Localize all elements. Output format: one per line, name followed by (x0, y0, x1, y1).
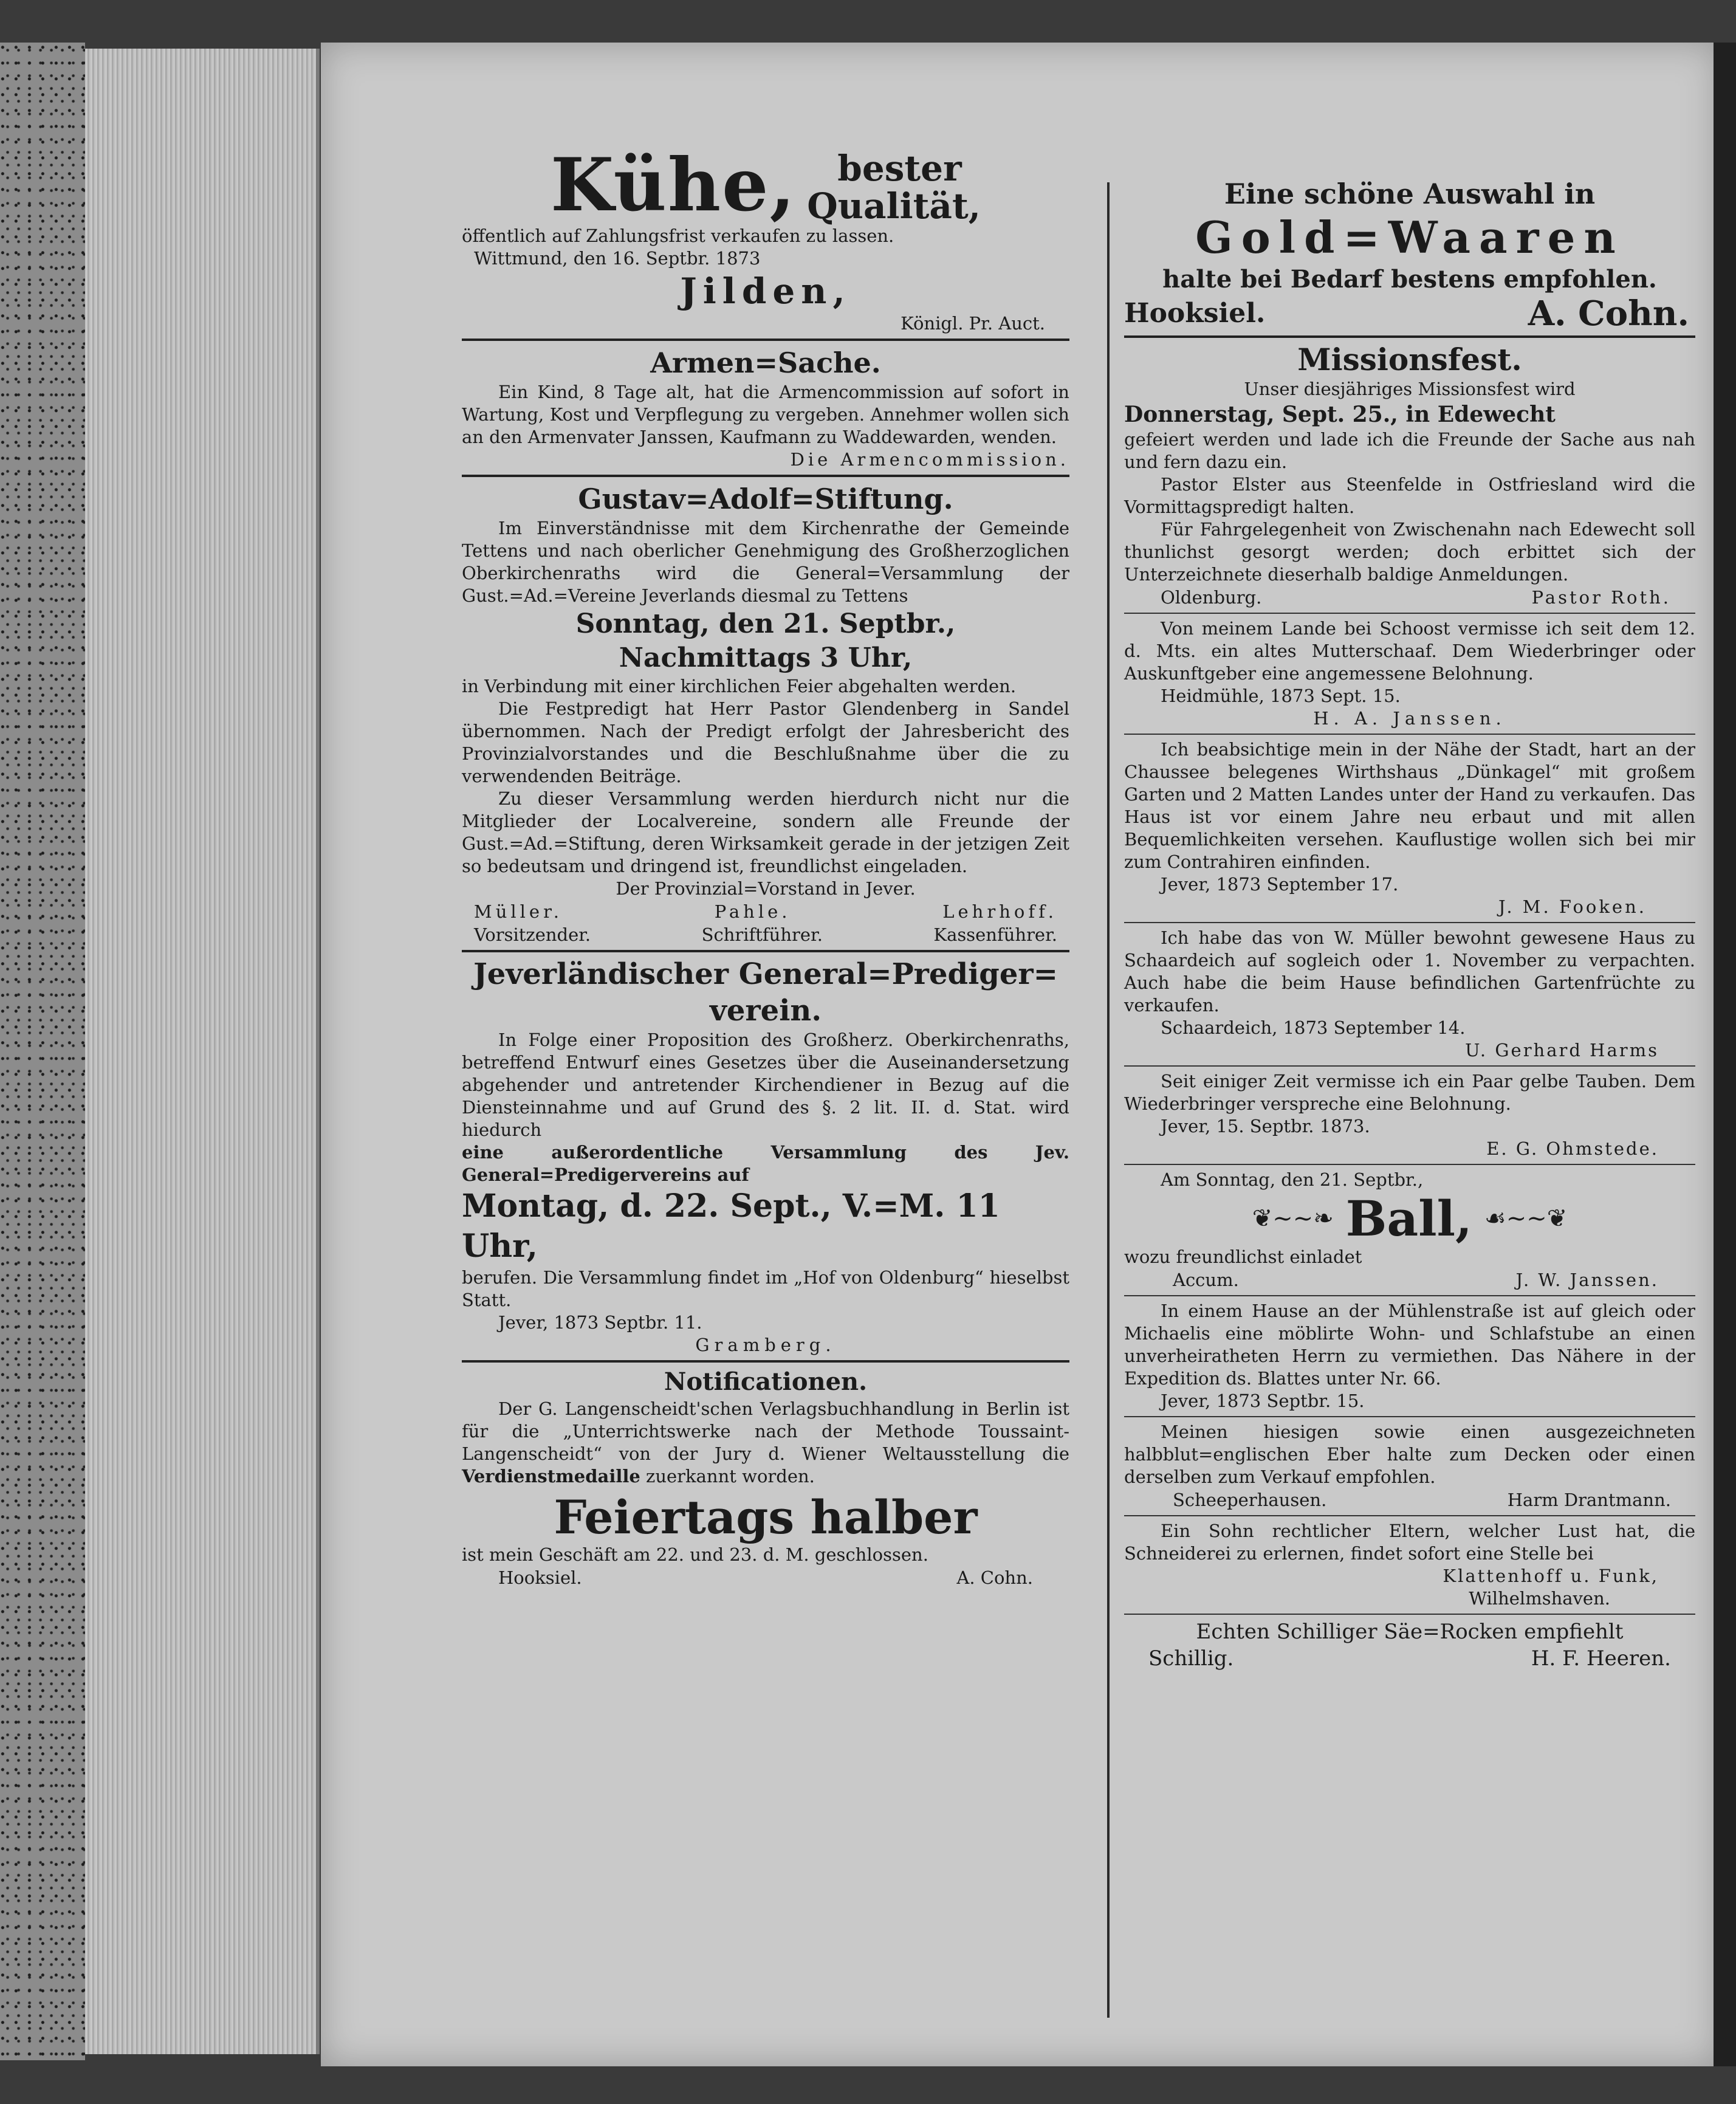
gustav-name-1: Müller. (474, 901, 563, 922)
prediger-date: Montag, d. 22. Sept., V.=M. 11 Uhr, (462, 1188, 1000, 1265)
haus-name: U. Gerhard Harms (1465, 1040, 1659, 1061)
ad-gold (1124, 176, 1695, 332)
divider (1124, 1515, 1695, 1516)
tauben-body: Seit einiger Zeit vermisse ich ein Paar gelbe Tauben. Dem Wiederbringer verspreche eine Belohnung. (1124, 1071, 1695, 1114)
ball-line1: Am Sonntag, den 21. Septbr., (1161, 1169, 1424, 1190)
prediger-bold-line: eine außerordentliche Versammlung des Jev. General=Predigervereins auf (462, 1142, 1069, 1185)
mission-line1: Unser diesjähriges Missionsfest wird (1244, 379, 1576, 399)
gustav-roles (462, 923, 1069, 946)
prediger-heading-2: verein. (709, 994, 822, 1028)
divider (1124, 734, 1695, 735)
tauben-name: E. G. Ohmstede. (1486, 1138, 1659, 1159)
wirthshaus-date: Jever, 1873 September 17. (1161, 874, 1399, 895)
schaaf-date: Heidmühle, 1873 Sept. 15. (1161, 686, 1401, 706)
sohn-name: Klattenhoff u. Funk, (1443, 1566, 1659, 1586)
ad-notif (462, 1366, 1069, 1488)
schaaf-name: H. A. Janssen. (1313, 708, 1506, 729)
kuhe-headline: Kühe, (551, 142, 797, 228)
gold-line1: Eine schöne Auswahl in (1224, 177, 1596, 210)
notif-heading: Notificationen. (664, 1367, 868, 1396)
book-page-edges (85, 49, 320, 2054)
wirthshaus-name: J. M. Fooken. (1498, 896, 1647, 917)
gustav-body3: Die Festpredigt hat Herr Pastor Glendenberg in Sandel übernommen. Nach der Predigt erfolgt der Jahresbericht des Provinzialvorstandes und die Beschlußnahme über die zu verwendenden Beiträge. (462, 698, 1069, 786)
schaaf-body: Von meinem Lande bei Schoost vermisse ich seit dem 12. d. Mts. ein altes Mutterschaaf. Dem Wiederbringer oder Auskunftgeber eine angemessene Belohnung. (1124, 618, 1695, 684)
gold-name: A. Cohn. (1528, 294, 1689, 334)
gold-signature-row (1124, 295, 1695, 332)
gustav-body4: Zu dieser Versammlung werden hierdurch nicht nur die Mitglieder der Localvereine, sondern alle Freunde der Gust.=Ad.=Stiftung, deren Wirksamkeit gerade in der jetzigen Zeit so bedeutsam und dringend ist, freundlichst eingeladen. (462, 788, 1069, 876)
book-spine (0, 43, 85, 2060)
roggen-name: H. F. Heeren. (1531, 1646, 1671, 1671)
ball-name: J. W. Janssen. (1515, 1270, 1659, 1290)
ad-haus (1124, 927, 1695, 1062)
notif-body-start: Der G. Langenscheidt'schen Verlagsbuchhandlung in Berlin ist für die „Unterrichtswerke nach der Methode Toussaint-Langenscheidt“ von der Jury d. Wiener Weltausstellung die (462, 1398, 1069, 1464)
mission-bold-line: Donnerstag, Sept. 25., in Edewecht (1124, 402, 1556, 427)
feiertag-body: ist mein Geschäft am 22. und 23. d. M. geschlossen. (462, 1544, 928, 1565)
prediger-date-line: Jever, 1873 Septbr. 11. (498, 1312, 702, 1333)
feiertag-place: Hooksiel. (498, 1567, 582, 1588)
prediger-body2: berufen. Die Versammlung findet im „Hof von Oldenburg“ hieselbst Statt. (462, 1267, 1069, 1310)
eber-signature-row (1124, 1488, 1695, 1511)
ball-place: Accum. (1173, 1270, 1239, 1290)
haus-body: Ich habe das von W. Müller bewohnt gewesene Haus zu Schaardeich auf sogleich oder 1. November zu verpachten. Auch habe die beim Hause befindlichen Gartenfrüchte zu verkaufen. (1124, 927, 1695, 1016)
roggen-place: Schillig. (1148, 1646, 1234, 1671)
gustav-time: Nachmittags 3 Uhr, (619, 642, 913, 673)
ad-tauben (1124, 1070, 1695, 1160)
ball-line2: wozu freundlichst einladet (1124, 1246, 1362, 1267)
ad-feiertag (462, 1491, 1069, 1589)
gustav-name-3: Lehrhoff. (942, 901, 1057, 922)
notif-body (462, 1398, 1069, 1488)
roggen-signature-row (1124, 1645, 1695, 1672)
kuhe-date: Wittmund, den 16. Septbr. 1873 (474, 248, 761, 269)
gustav-board: Der Provinzial=Vorstand in Jever. (616, 878, 916, 899)
mission-body3: Für Fahrgelegenheit von Zwischenahn nach Edewecht soll thunlichst gesorgt werden; doch erbittet sich der Unterzeichnete dieserhalb baldige Anmeldungen. (1124, 519, 1695, 585)
armen-signature: Die Armencommission. (790, 449, 1069, 470)
feiertag-name: A. Cohn. (956, 1567, 1033, 1588)
gold-place: Hooksiel. (1124, 298, 1266, 329)
ad-schaaf (1124, 617, 1695, 730)
kuhe-title: Königl. Pr. Auct. (901, 313, 1045, 334)
ball-heading-row (1124, 1191, 1695, 1246)
armen-body: Ein Kind, 8 Tage alt, hat die Armencommission auf sofort in Wartung, Kost und Verpflegung zu vergeben. Annehmer wollen sich an den Armenvater Janssen, Kaufmann zu Waddewarden, wenden. (462, 382, 1069, 447)
haus-date: Schaardeich, 1873 September 14. (1161, 1017, 1466, 1038)
notif-body-end: zuerkannt worden. (646, 1466, 815, 1487)
divider (462, 1360, 1069, 1363)
divider (1124, 1614, 1695, 1615)
eber-name: Harm Drantmann. (1507, 1490, 1671, 1510)
right-column (1124, 146, 1695, 1672)
divider (462, 950, 1069, 952)
gustav-name-2: Pahle. (714, 901, 791, 922)
ad-eber (1124, 1421, 1695, 1511)
sohn-place: Wilhelmshaven. (1469, 1588, 1610, 1609)
divider (462, 475, 1069, 477)
left-flourish-icon: ❦~~❧ (1252, 1205, 1334, 1232)
roggen-line: Echten Schilliger Säe=Rocken empfiehlt (1196, 1620, 1624, 1644)
ad-gustav (462, 481, 1069, 946)
mission-body2: Pastor Elster aus Steenfelde in Ostfriesland wird die Vormittagspredigt halten. (1124, 474, 1695, 517)
ad-kuhe (462, 142, 1069, 335)
feiertag-signature-row (462, 1566, 1069, 1589)
armen-heading: Armen=Sache. (650, 346, 881, 379)
gustav-body1: Im Einverständnisse mit dem Kirchenrathe der Gemeinde Tettens und nach oberlicher Genehmigung des Großherzoglichen Oberkirchenraths wird die General=Versammlung der Gust.=Ad.=Vereine Jeverlands diesmal zu Tettens (462, 518, 1069, 606)
mission-heading: Missionsfest. (1297, 342, 1522, 377)
gustav-date: Sonntag, den 21. Septbr., (575, 608, 956, 639)
page-shadow (1714, 43, 1736, 2066)
feiertag-heading: Feiertags halber (554, 1490, 978, 1544)
ad-armen (462, 345, 1069, 471)
mission-name: Pastor Roth. (1531, 587, 1671, 608)
prediger-body: In Folge einer Proposition des Großherz. Oberkirchenraths, betreffend Entwurf eines Gesetzes über die Auseinandersetzung abgehender und antretender Kirchendiener in Bezug auf die Diensteinnahme und auf Grund des §. 2 lit. II. d. Stat. wird hiedurch (462, 1030, 1069, 1140)
gustav-role-3: Kassenführer. (933, 924, 1057, 945)
ad-ball (1124, 1169, 1695, 1291)
kuhe-name: Jilden, (680, 270, 851, 312)
tauben-date: Jever, 15. Septbr. 1873. (1161, 1116, 1370, 1136)
kuhe-line1: öffentlich auf Zahlungsfrist verkaufen zu lassen. (462, 225, 894, 246)
right-flourish-icon: ☙~~❦ (1484, 1205, 1568, 1232)
wirthshaus-body: Ich beabsichtige mein in der Nähe der Stadt, hart an der Chaussee belegenes Wirthshaus „Dünkagel“ mit großem Garten und 2 Matten Landes unter der Hand zu verkaufen. Das Haus ist vor einem Jahre neu erbaut und mit allen Bequemlichkeiten versehen. Kauflustige wollen sich bei mir zum Contrahiren einfinden. (1124, 739, 1695, 872)
gustav-role-1: Vorsitzender. (474, 924, 591, 945)
stube-date: Jever, 1873 Septbr. 15. (1161, 1391, 1365, 1411)
ad-wirthshaus (1124, 738, 1695, 918)
notif-body-bold: Verdienstmedaille (462, 1466, 640, 1487)
divider (462, 339, 1069, 341)
kuhe-side-bottom: Qualität, (807, 185, 981, 227)
eber-body: Meinen hiesigen sowie einen ausgezeichneten halbblut=englischen Eber halte zum Decken oder einen derselben zum Verkauf empfohlen. (1124, 1422, 1695, 1487)
ad-sohn (1124, 1520, 1695, 1610)
divider (1124, 1295, 1695, 1296)
mission-signature-row (1124, 586, 1695, 609)
divider (1124, 335, 1695, 338)
gold-line2: Gold=Waaren (1195, 211, 1624, 263)
stube-body: In einem Hause an der Mühlenstraße ist auf gleich oder Michaelis eine möblirte Wohn- und Schlafstube an einen unverheiratheten Herrn zu vermiethen. Das Nähere in der Expedition ds. Blattes unter Nr. 66. (1124, 1301, 1695, 1389)
divider (1124, 1065, 1695, 1067)
kuhe-side-top: bester (837, 148, 962, 189)
divider (1124, 922, 1695, 923)
left-column (462, 142, 1069, 1589)
gustav-body2: in Verbindung mit einer kirchlichen Feier abgehalten werden. (462, 676, 1017, 696)
sohn-body: Ein Sohn rechtlicher Eltern, welcher Lust hat, die Schneiderei zu erlernen, findet sofort eine Stelle bei (1124, 1521, 1695, 1564)
ball-word: Ball, (1345, 1190, 1472, 1247)
gustav-role-2: Schriftführer. (701, 924, 823, 945)
mission-place: Oldenburg. (1161, 587, 1262, 608)
ad-stube (1124, 1300, 1695, 1412)
prediger-heading-1: Jeverländischer General=Prediger= (473, 957, 1058, 991)
ad-mission (1124, 342, 1695, 609)
column-divider (1107, 182, 1110, 2018)
ball-signature-row (1124, 1268, 1695, 1291)
divider (1124, 1164, 1695, 1165)
gold-line3: halte bei Bedarf bestens empfohlen. (1162, 265, 1657, 294)
gustav-names (462, 900, 1069, 923)
ad-prediger (462, 956, 1069, 1356)
divider (1124, 1416, 1695, 1417)
ad-roggen (1124, 1618, 1695, 1672)
mission-body1: gefeiert werden und lade ich die Freunde der Sache aus nah und fern dazu ein. (1124, 429, 1695, 472)
divider (1124, 613, 1695, 614)
prediger-signature: Gramberg. (695, 1335, 836, 1355)
gustav-heading: Gustav=Adolf=Stiftung. (578, 483, 953, 515)
eber-place: Scheeperhausen. (1173, 1490, 1327, 1510)
